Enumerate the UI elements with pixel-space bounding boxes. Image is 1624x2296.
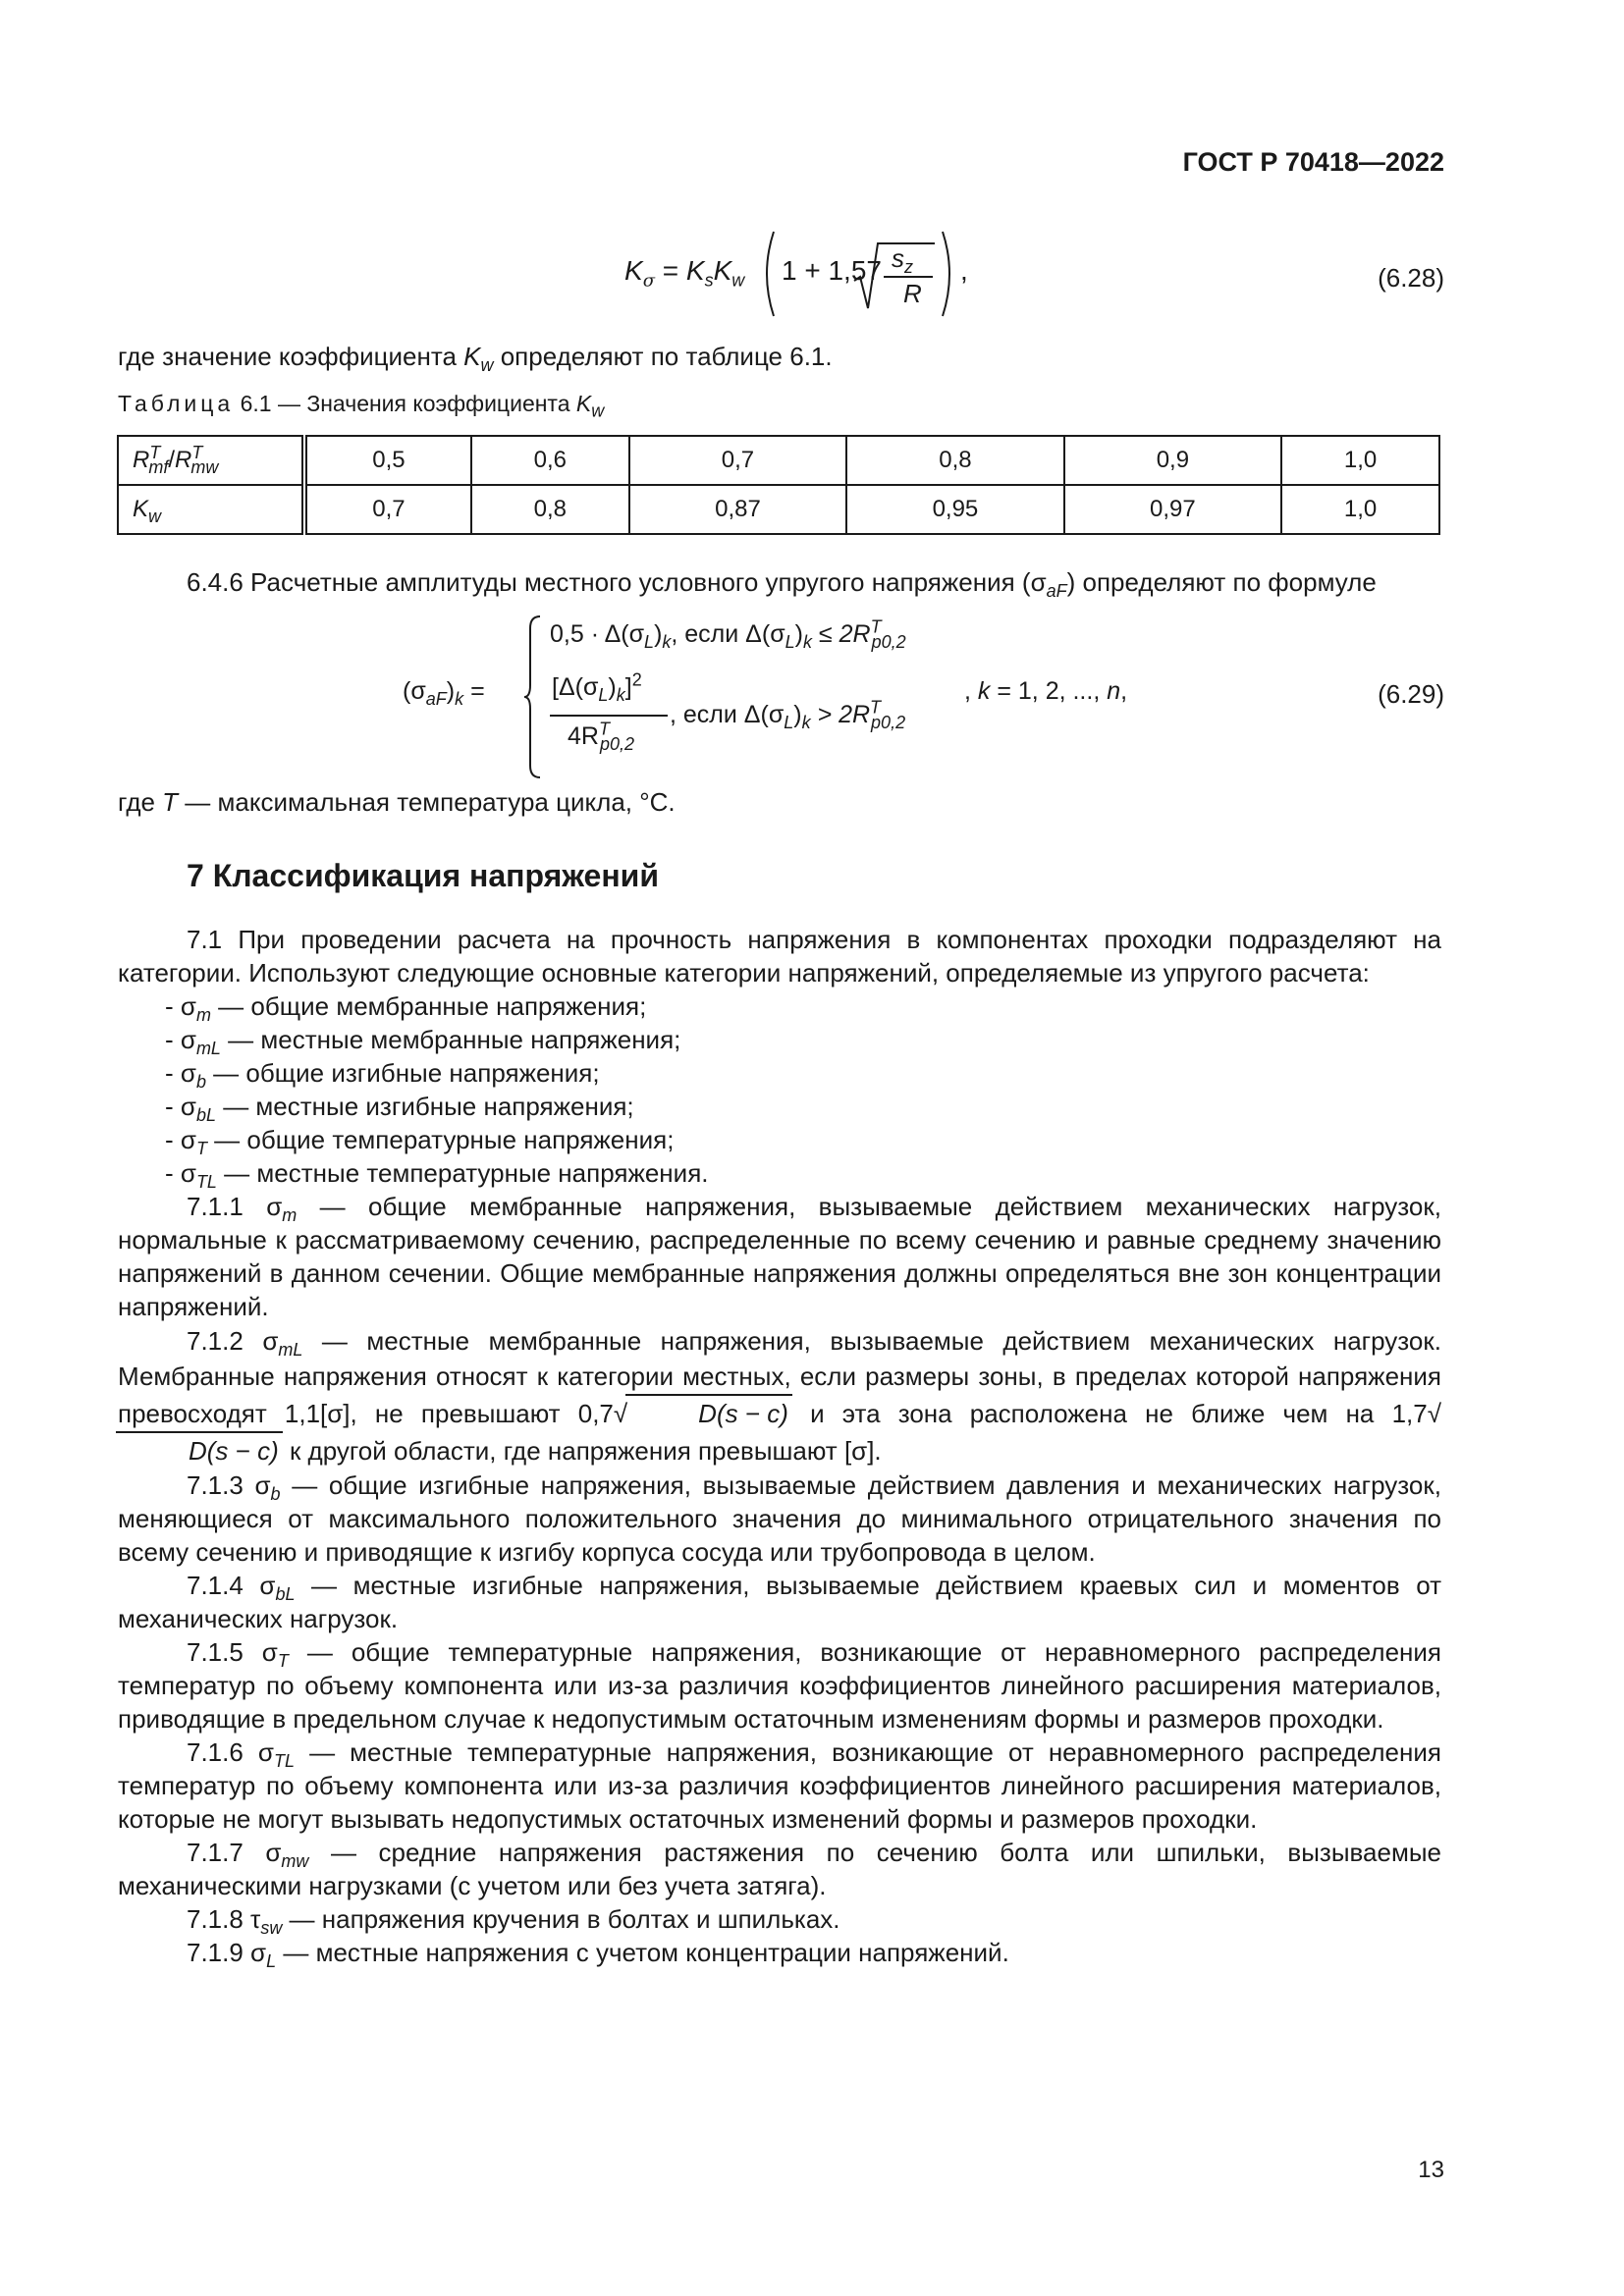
- table-6-1-caption: Таблица 6.1 — Значения коэффициента $K_w$: [118, 391, 605, 421]
- equation-number-6-28: (6.28): [1378, 263, 1444, 293]
- table-row: [118, 485, 1439, 534]
- temperature-definition-line: где T — максимальная температура цикла, °С.: [118, 787, 676, 817]
- paragraph-7-1: 7.1 При проведении расчета на прочность напряжения в компонентах проходки подразделяют на категории. Используют следующие основные категории напряжений, определяемые из упругого расчета:: [118, 925, 1441, 988]
- paragraph-7-1-4: 7.1.4 $\sigma_{bL}$ — местные изгибные напряжения, вызываемые действием краевых сил и моментов от механических нагрузок.: [118, 1571, 1441, 1633]
- paragraph-7-1-5: 7.1.5 $\sigma_T$ — общие температурные напряжения, возникающие от неравномерного распределения температур по объему компонента или из-за различия коэффициентов линейного расширения материалов, приводящие в предельном случае к недопустимым остаточным изменениям формы и размеров проходки.: [118, 1637, 1441, 1734]
- list-item: - $\sigma_{bL}$ — местные изгибные напряжения;: [165, 1092, 634, 1126]
- table-cell: 0,7: [629, 436, 846, 485]
- table-cell: 0,97: [1064, 485, 1281, 534]
- table-row: [118, 436, 1439, 485]
- table-cell: 0,8: [471, 485, 629, 534]
- page-number: 13: [1418, 2157, 1444, 2183]
- table-6-1: [117, 435, 1440, 535]
- eq629-case1: $0,5 \cdot \Delta(\sigma_L)_k$, если $\Delta(\sigma_L)_k \le 2R^T_{p0,2}$: [550, 616, 906, 652]
- paragraph-7-1-6: 7.1.6 $\sigma_{TL}$ — местные температурные напряжения, возникающие от неравномерного распределения температур по объему компонента или из-за различия коэффициентов линейного расширения материалов, которые не могут вызывать недопустимых остаточных изменений формы и размеров проходки.: [118, 1737, 1441, 1834]
- paragraph-7-1-9: 7.1.9 $\sigma_L$ — местные напряжения с учетом концентрации напряжений.: [187, 1938, 1009, 1972]
- table-row-header-kw: $K_w$: [118, 485, 304, 534]
- document-header-standard: ГОСТ Р 70418—2022: [1182, 147, 1444, 177]
- section-7-body: [118, 923, 1441, 1972]
- list-item: - $\sigma_T$ — общие температурные напряжения;: [165, 1125, 675, 1159]
- list-item: - $\sigma_{mL}$ — местные мембранные напряжения;: [165, 1025, 681, 1059]
- table-cell: 1,0: [1281, 485, 1439, 534]
- eq629-case2-denominator: $4R^T_{p0,2}$: [568, 719, 635, 754]
- eq628-comma: ,: [960, 255, 968, 286]
- table-cell: 0,8: [846, 436, 1063, 485]
- table-cell: 0,7: [304, 485, 471, 534]
- list-item: - $\sigma_m$ — общие мембранные напряжения;: [165, 991, 647, 1026]
- eq629-brace: [522, 614, 544, 779]
- eq629-case2-numerator: $[\Delta(\sigma_L)_k]^2$: [552, 669, 642, 705]
- table-cell: 1,0: [1281, 436, 1439, 485]
- table-row-header-ratio: $R^T_{mf}/R^T_{mw}$: [118, 436, 304, 485]
- sqrt-expression: 1,7√D(s − c): [118, 1399, 1441, 1466]
- paragraph-7-1-3: 7.1.3 $\sigma_b$ — общие изгибные напряжения, вызываемые действием давления и механических нагрузок, меняющиеся от максимального положительного значения до минимального отрицательного значения по всему сечению и приводящие к изгибу корпуса сосуда или трубопровода в целом.: [118, 1470, 1441, 1567]
- paragraph-7-1-7: 7.1.7 $\sigma_{mw}$ — средние напряжения растяжения по сечению болта или шпильки, вызываемые механическими нагрузками (с учетом или без учета затяга).: [118, 1838, 1441, 1900]
- list-item: - $\sigma_{TL}$ — местные температурные напряжения.: [165, 1158, 709, 1193]
- table-cell: 0,95: [846, 485, 1063, 534]
- eq629-range: , k = 1, 2, ..., n,: [964, 677, 1128, 705]
- table-cell: 0,87: [629, 485, 846, 534]
- paragraph-6-4-6: 6.4.6 Расчетные амплитуды местного условного упругого напряжения $(\sigma_{aF})$ определяют по формуле: [187, 567, 1377, 602]
- paragraph-7-1-2: 7.1.2 $\sigma_{mL}$ — местные мембранные напряжения, вызываемые действием механических нагрузок. Мембранные напряжения относят к категории местных, если размеры зоны, в пределах которой напряжения превосходят 1,1[σ], не превышают 0,7√ D(s − c) и эта зона расположена не ближе чем на 1,7√D(s − c) к другой области, где напряжения превышают [σ].: [118, 1323, 1441, 1468]
- eq629-lhs: $(\sigma_{aF})_k$ =: [403, 677, 485, 709]
- table-cell: 0,5: [304, 436, 471, 485]
- sqrt-expression: 0,7√ D(s − c): [578, 1399, 792, 1428]
- eq628-one-plus: 1 + 1,57: [782, 255, 882, 286]
- equation-6-29: [403, 614, 1188, 779]
- eq629-case2-condition: , если $\Delta(\sigma_L)_k > 2R^T_{p0,2}$: [670, 697, 906, 732]
- list-item: - $\sigma_b$ — общие изгибные напряжения;: [165, 1058, 600, 1093]
- equation-6-28: [624, 224, 968, 322]
- eq628-numerator: $s_z$: [892, 243, 913, 278]
- section-7-title: 7 Классификация напряжений: [187, 858, 659, 893]
- eq629-fraction-bar: [550, 715, 668, 717]
- kw-reference-line: где значение коэффициента $K_w$ определяют по таблице 6.1.: [118, 342, 833, 376]
- paragraph-7-1-1: 7.1.1 $\sigma_m$ — общие мембранные напряжения, вызываемые действием механических нагрузок, нормальные к рассматриваемому сечению, распределенные по всему сечению и равные среднему значению напряжений в данном сечении. Общие мембранные напряжения должны определяться вне зон концентрации напряжений.: [118, 1192, 1441, 1321]
- eq628-lhs: $K_\sigma = K_sK_w$: [624, 255, 745, 292]
- equation-number-6-29: (6.29): [1378, 679, 1444, 709]
- table-cell: 0,6: [471, 436, 629, 485]
- table-cell: 0,9: [1064, 436, 1281, 485]
- paragraph-7-1-8: 7.1.8 $\tau_{sw}$ — напряжения кручения в болтах и шпильках.: [187, 1904, 840, 1939]
- eq628-denominator: R: [903, 279, 922, 308]
